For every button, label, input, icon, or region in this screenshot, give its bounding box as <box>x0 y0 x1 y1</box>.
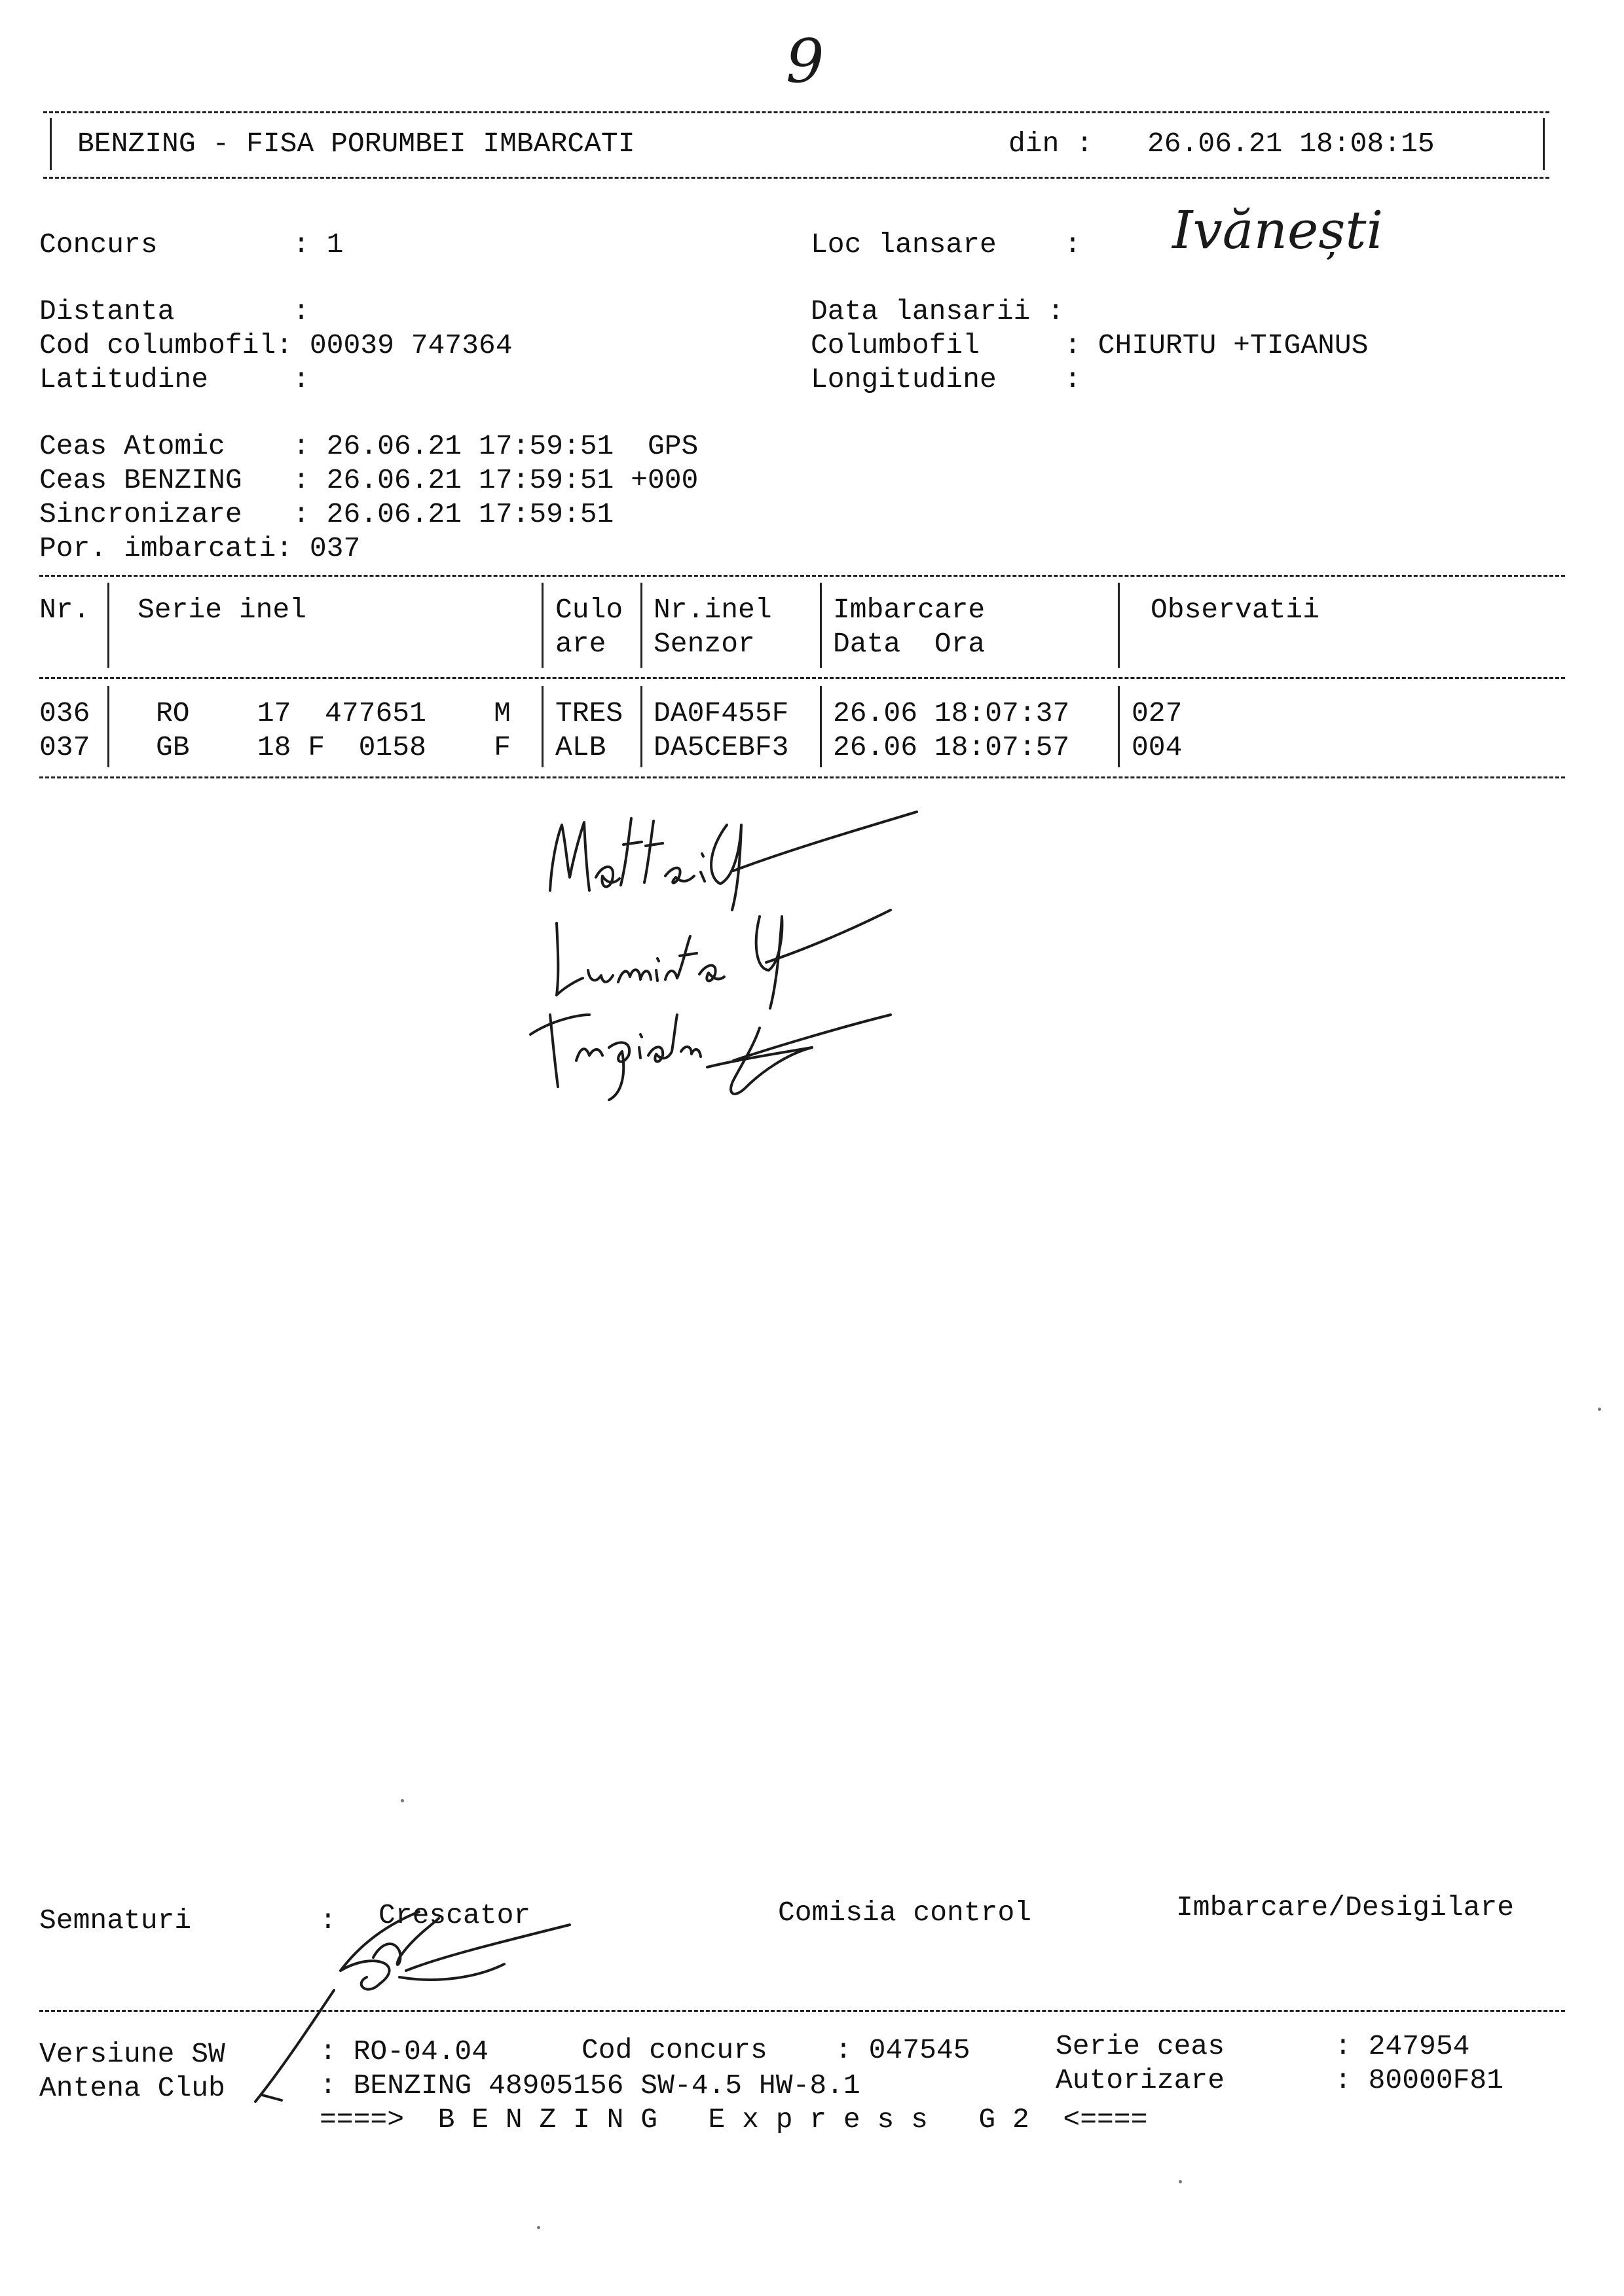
row-observatii: 027 <box>1132 697 1183 729</box>
document-title: BENZING - FISA PORUMBEI IMBARCATI <box>77 128 635 160</box>
concurs-field: Concurs : 1 <box>39 228 344 261</box>
header-top-rule <box>43 111 1549 113</box>
serie-ceas-label: Serie ceas <box>1056 2030 1225 2062</box>
col-sep-senzor <box>820 583 822 668</box>
scan-speck <box>1598 1408 1601 1411</box>
longitudine-field: Longitudine : <box>811 363 1081 395</box>
data-lansarii-field: Data lansarii : <box>811 295 1065 327</box>
header-culoare-1: Culo <box>555 594 623 626</box>
row-imbarcare: 26.06 18:07:37 <box>833 697 1070 729</box>
scan-speck <box>1179 2180 1182 2183</box>
row-nr: 037 <box>39 731 90 763</box>
col-sep-culoare <box>640 583 642 668</box>
commission-signatures <box>511 799 956 1100</box>
ceas-atomic-field: Ceas Atomic : 26.06.21 17:59:51 GPS <box>39 430 699 462</box>
row-senzor: DA0F455F <box>654 697 789 729</box>
antena-club-value: : BENZING 48905156 SW-4.5 HW-8.1 <box>320 2069 860 2102</box>
header-right-border <box>1543 118 1545 170</box>
row-imbarcare: 26.06 18:07:57 <box>833 731 1070 763</box>
sincronizare-field: Sincronizare : 26.06.21 17:59:51 <box>39 498 614 530</box>
autorizare-value: : 80000F81 <box>1335 2064 1504 2096</box>
col-sep-serie-body <box>542 686 544 767</box>
table-bottom-rule <box>39 776 1565 778</box>
col-sep-senzor-body <box>820 686 822 767</box>
por-imbarcati-field: Por. imbarcati: 037 <box>39 532 361 564</box>
col-sep-serie <box>542 583 544 668</box>
benzing-express-banner: ====> B E N Z I N G E x p r e s s G 2 <==== <box>320 2104 1148 2136</box>
crescator-label: Crescator <box>378 1899 531 1931</box>
din-value: 26.06.21 18:08:15 <box>1147 128 1435 160</box>
col-sep-nr-body <box>107 686 109 767</box>
row-serie: RO 17 477651 M <box>156 697 511 729</box>
cod-concurs-field: Cod concurs : 047545 <box>581 2034 970 2066</box>
scan-speck <box>537 2226 540 2229</box>
col-sep-imbarcare <box>1118 583 1120 668</box>
table-header-rule <box>39 677 1565 679</box>
row-culoare: TRES <box>555 697 623 729</box>
semnaturi-colon: : <box>320 1904 337 1937</box>
row-nr: 036 <box>39 697 90 729</box>
latitudine-field: Latitudine : <box>39 363 310 395</box>
loc-lansare-label: Loc lansare : <box>811 228 1081 261</box>
row-serie: GB 18 F 0158 F <box>156 731 511 763</box>
imbarcare-desigilare-label: Imbarcare/Desigilare <box>1176 1891 1515 1923</box>
header-left-border <box>50 118 52 170</box>
col-sep-nr <box>107 583 109 668</box>
loc-lansare-handwritten: Ivănești <box>1172 200 1384 261</box>
columbofil-field: Columbofil : CHIURTU +TIGANUS <box>811 329 1369 361</box>
header-nr-inel-1: Nr.inel <box>654 594 772 626</box>
ceas-benzing-field: Ceas BENZING : 26.06.21 17:59:51 +000 <box>39 464 699 496</box>
header-bottom-rule <box>43 177 1549 179</box>
header-culoare-2: are <box>555 628 606 660</box>
scan-speck <box>401 1799 404 1802</box>
header-nr: Nr. <box>39 594 90 626</box>
comisia-control-label: Comisia control <box>778 1897 1032 1929</box>
header-serie-inel: Serie inel <box>138 594 307 626</box>
semnaturi-label: Semnaturi <box>39 1904 192 1937</box>
row-culoare: ALB <box>555 731 606 763</box>
row-senzor: DA5CEBF3 <box>654 731 789 763</box>
page-number: 9 <box>786 26 824 96</box>
col-sep-culoare-body <box>640 686 642 767</box>
versiune-sw-value: : RO-04.04 <box>320 2035 489 2068</box>
table-top-rule <box>39 575 1565 577</box>
autorizare-label: Autorizare <box>1056 2064 1225 2096</box>
versiune-sw-label: Versiune SW <box>39 2038 225 2070</box>
header-observatii: Observatii <box>1151 594 1320 626</box>
footer-rule <box>39 2010 1565 2012</box>
cod-columbofil-field: Cod columbofil: 00039 747364 <box>39 329 513 361</box>
row-observatii: 004 <box>1132 731 1183 763</box>
din-label: din : <box>1008 128 1094 160</box>
distanta-field: Distanta : <box>39 295 310 327</box>
header-imbarcare-2: Data Ora <box>833 628 986 660</box>
col-sep-imbarcare-body <box>1118 686 1120 767</box>
header-imbarcare-1: Imbarcare <box>833 594 986 626</box>
serie-ceas-value: : 247954 <box>1335 2030 1470 2062</box>
header-nr-inel-2: Senzor <box>654 628 755 660</box>
antena-club-label: Antena Club <box>39 2072 225 2104</box>
